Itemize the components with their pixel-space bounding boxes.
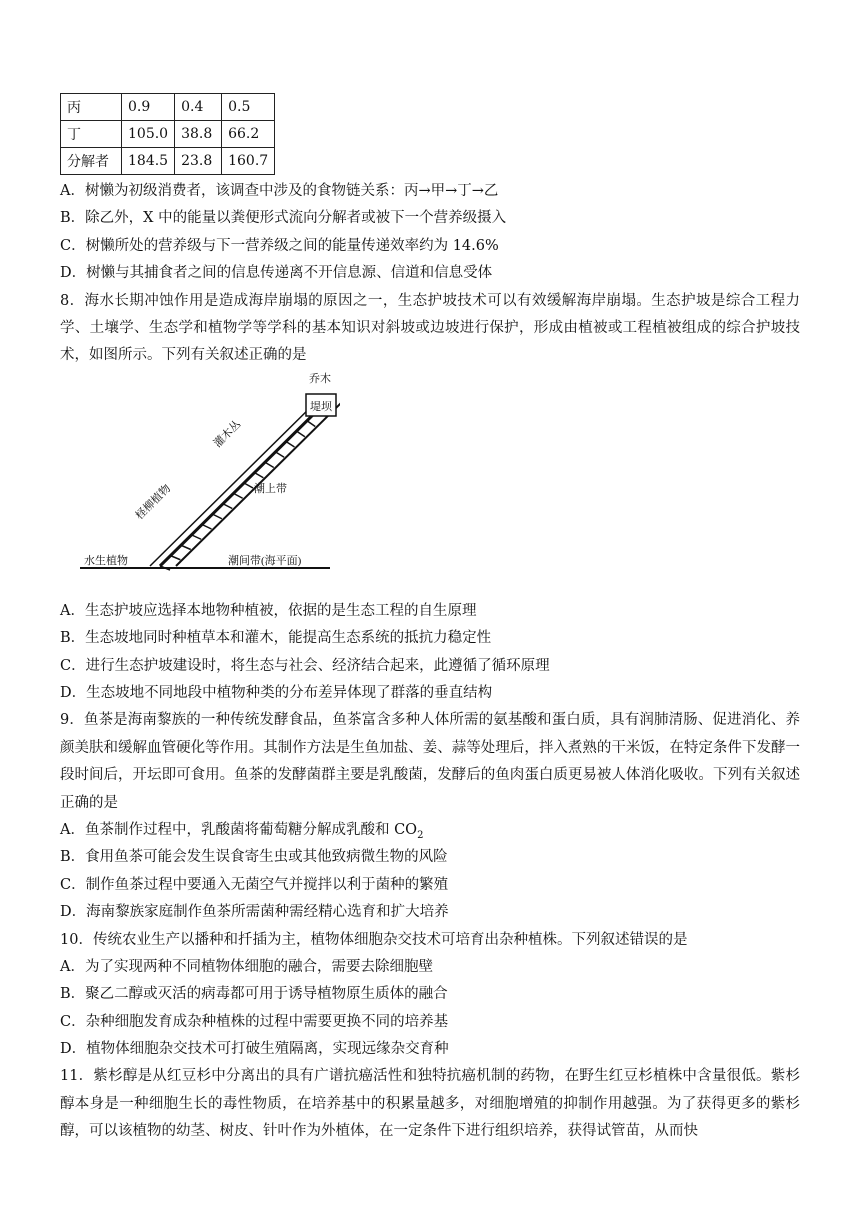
table-row xyxy=(61,94,275,121)
q9-stem: 9．鱼茶是海南黎族的一种传统发酵食品，鱼茶富含多种人体所需的氨基酸和蛋白质，具有润肺清肠、促进消化、养颜美肤和缓解血管硬化等作用。其制作方法是生鱼加盐、姜、蒜等处理后，拌入煮熟的干米饭，在特定条件下发酵一段时间后，开坛即可食用。鱼茶的发酵菌群主要是乳酸菌，发酵后的鱼肉蛋白质更易被人体消化吸收。下列有关叙述正确的是 xyxy=(60,712,800,811)
slope-lattice-rung xyxy=(255,472,264,477)
slope-lattice-rung xyxy=(286,441,295,447)
slope-lattice-rung xyxy=(192,535,202,539)
q7-option-c: C．树懒所处的营养级与下一营养级之间的能量传递效率约为 14.6% xyxy=(60,237,499,254)
q11-stem: 11．紫杉醇是从红豆杉中分离出的具有广谱抗癌活性和独特抗癌机制的药物，在野生红豆杉植株中含量很低。紫杉醇本身是一种细胞生长的毒性物质，在培养基中的积累量越多，对细胞增殖的抑制作用越强。为了获得更多的紫杉醇，可以该植物的幼茎、树皮、针叶作为外植体，在一定条件下进行组织培养，获得试管苗，从而快 xyxy=(60,1068,800,1140)
table-cell: 160.7 xyxy=(222,148,275,175)
slope-lattice-rung xyxy=(223,504,232,509)
q9-option-a-subscript: 2 xyxy=(417,829,424,841)
page-content xyxy=(60,178,800,1146)
q7-option-b: B．除乙外，X 中的能量以粪便形式流向分解者或被下一个营养级摄入 xyxy=(60,210,507,227)
slope-lattice-rung xyxy=(171,555,181,559)
table-cell: 184.5 xyxy=(122,148,175,175)
slope-lattice-rung xyxy=(244,483,253,488)
q8-option-d: D．生态坡地不同地段中植物种类的分布差异体现了群落的垂直结构 xyxy=(60,684,493,701)
slope-lattice-rung xyxy=(297,431,305,437)
slope-lattice-rung xyxy=(276,452,285,457)
q8-option-c: C．进行生态护坡建设时，将生态与社会、经济结合起来，此遵循了循环原理 xyxy=(60,657,550,674)
q10-option-c: C．杂种细胞发育成杂种植株的过程中需要更换不同的培养基 xyxy=(60,1013,449,1030)
q9-option-a xyxy=(60,817,800,844)
q9-option-b: B．食用鱼茶可能会发生误食寄生虫或其他致病微生物的风险 xyxy=(60,849,448,866)
slope-diagram xyxy=(80,370,340,592)
q10-option-a: A．为了实现两种不同植物体细胞的融合，需要去除细胞壁 xyxy=(60,958,433,975)
table-cell: 0.4 xyxy=(175,94,222,121)
slope-lattice-rung xyxy=(307,421,315,427)
q8-option-b: B．生态坡地同时种植草本和灌木，能提高生态系统的抵抗力稳定性 xyxy=(60,630,492,647)
label-intertidal: 潮间带(海平面) xyxy=(228,554,302,567)
table-row-label: 分解者 xyxy=(61,148,122,175)
label-supratidal: 潮上带 xyxy=(254,482,287,495)
table-cell: 105.0 xyxy=(122,121,175,148)
q9-option-c: C．制作鱼茶过程中要通入无菌空气并搅拌以利于菌种的繁殖 xyxy=(60,876,449,893)
q7-option-a: A．树懒为初级消费者，该调查中涉及的食物链关系：丙→甲→丁→乙 xyxy=(60,183,499,199)
q9-option-a-text: A．鱼茶制作过程中，乳酸菌将葡萄糖分解成乳酸和 CO xyxy=(60,821,418,838)
table-cell: 38.8 xyxy=(175,121,222,148)
slope-lattice-rung xyxy=(234,493,243,498)
table-cell: 23.8 xyxy=(175,148,222,175)
label-aquatic: 水生植物 xyxy=(84,554,128,567)
q10-option-d: D．植物体细胞杂交技术可打破生殖隔离，实现远缘杂交育种 xyxy=(60,1041,449,1058)
label-herbs: 柽柳植物 xyxy=(133,482,174,522)
energy-table xyxy=(60,93,275,175)
label-dam: 堤坝 xyxy=(310,400,332,413)
q10-stem: 10．传统农业生产以播种和扦插为主，植物体细胞杂交技术可培育出杂种植株。下列叙述错误的是 xyxy=(60,931,688,948)
table-row xyxy=(61,121,275,148)
q7-option-d: D．树懒与其捕食者之间的信息传递离不开信息源、信道和信息受体 xyxy=(60,265,493,282)
slope-lattice-rung xyxy=(202,524,212,529)
table-cell: 0.9 xyxy=(122,94,175,121)
slope-lattice-rung xyxy=(265,462,274,467)
label-trees: 乔木 xyxy=(309,372,331,385)
table-row-label: 丁 xyxy=(61,121,122,148)
table-row-label: 丙 xyxy=(61,94,122,121)
q9-option-d: D．海南黎族家庭制作鱼茶所需菌种需经精心选育和扩大培养 xyxy=(60,904,449,921)
table-cell: 0.5 xyxy=(222,94,275,121)
q10-option-b: B．聚乙二醇或灭活的病毒都可用于诱导植物原生质体的融合 xyxy=(60,986,448,1003)
q8-stem: 8．海水长期冲蚀作用是造成海岸崩塌的原因之一，生态护坡技术可以有效缓解海岸崩塌。生态护坡是综合工程力学、土壤学、生态学和植物学等学科的基本知识对斜坡或边坡进行保护，形成由植被或工程植被组成的综合护坡技术，如图所示。下列有关叙述正确的是 xyxy=(60,292,800,364)
label-shrubs: 灌木丛 xyxy=(211,418,244,450)
slope-lattice-rung xyxy=(213,514,222,519)
slope-protection-figure xyxy=(60,370,800,598)
q8-option-a: A．生态护坡应选择本地物种植被，依据的是生态工程的自生原理 xyxy=(60,602,477,619)
table-cell: 66.2 xyxy=(222,121,275,148)
slope-lattice-rung xyxy=(181,545,191,549)
table-row xyxy=(61,148,275,175)
